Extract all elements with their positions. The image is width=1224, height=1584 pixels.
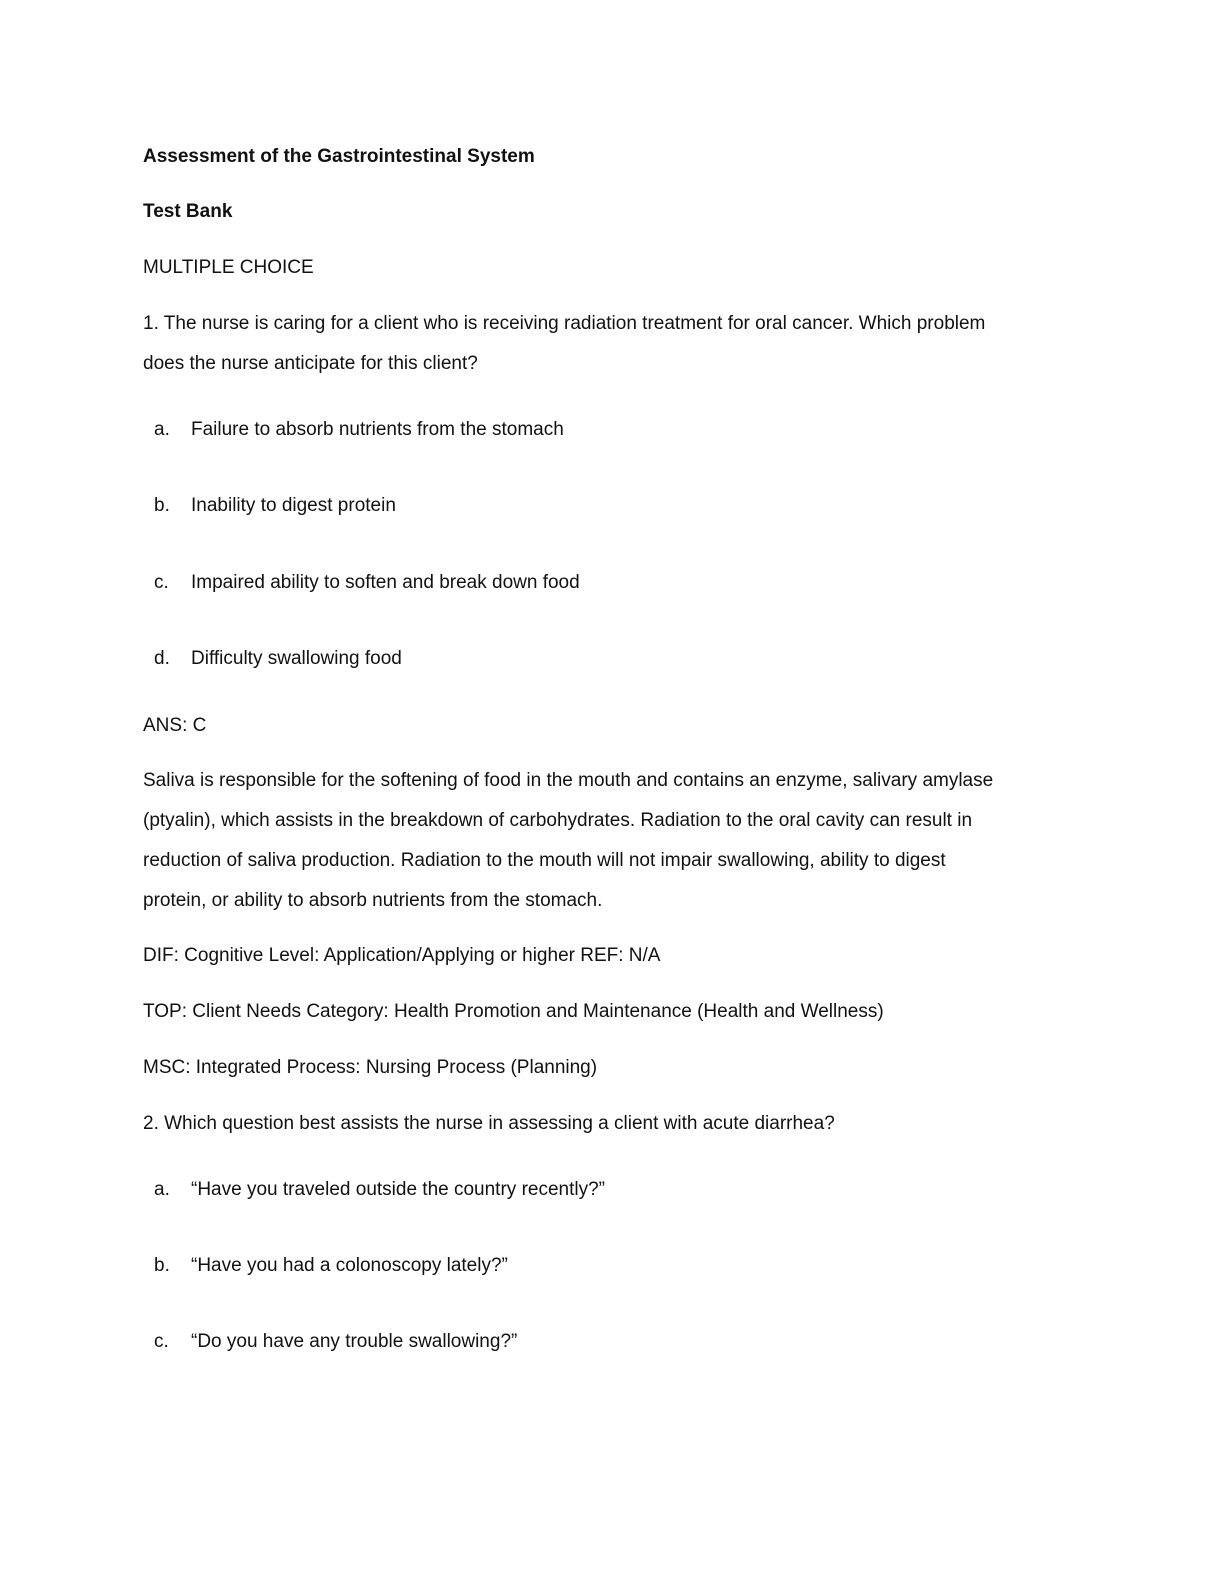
option-text: Failure to absorb nutrients from the stomach [191, 419, 564, 440]
option-letter: b. [154, 1255, 170, 1276]
option-text: “Have you had a colonoscopy lately?” [191, 1255, 508, 1276]
option-text: Inability to digest protein [191, 495, 396, 516]
q1-rationale-line-4: protein, or ability to absorb nutrients from the stomach. [143, 890, 603, 911]
option-text: Impaired ability to soften and break down food [191, 572, 580, 593]
q1-answer: ANS: C [143, 715, 207, 736]
q1-dif: DIF: Cognitive Level: Application/Applying or higher REF: N/A [143, 945, 661, 966]
section-heading: MULTIPLE CHOICE [143, 257, 314, 278]
document-subtitle: Test Bank [143, 201, 233, 222]
option-letter: c. [154, 1331, 169, 1352]
option-letter: a. [154, 419, 170, 440]
option-letter: d. [154, 648, 170, 669]
q1-msc: MSC: Integrated Process: Nursing Process (Planning) [143, 1057, 598, 1078]
document-title: Assessment of the Gastrointestinal System [143, 146, 535, 167]
option-text: “Do you have any trouble swallowing?” [191, 1331, 518, 1352]
q1-stem-line-2: does the nurse anticipate for this client? [143, 353, 478, 374]
q1-top: TOP: Client Needs Category: Health Promotion and Maintenance (Health and Wellness) [143, 1001, 884, 1022]
q1-rationale-line-1: Saliva is responsible for the softening of food in the mouth and contains an enzyme, salivary amylase [143, 770, 994, 791]
q1-rationale-line-2: (ptyalin), which assists in the breakdown of carbohydrates. Radiation to the oral cavity can result in [143, 810, 973, 831]
option-letter: a. [154, 1179, 170, 1200]
q2-stem: 2. Which question best assists the nurse in assessing a client with acute diarrhea? [143, 1113, 835, 1134]
q1-rationale-line-3: reduction of saliva production. Radiation to the mouth will not impair swallowing, ability to digest [143, 850, 946, 871]
option-text: “Have you traveled outside the country recently?” [191, 1179, 605, 1200]
option-letter: c. [154, 572, 169, 593]
option-text: Difficulty swallowing food [191, 648, 402, 669]
q1-stem-line-1: 1. The nurse is caring for a client who is receiving radiation treatment for oral cancer. Which problem [143, 313, 986, 334]
option-letter: b. [154, 495, 170, 516]
